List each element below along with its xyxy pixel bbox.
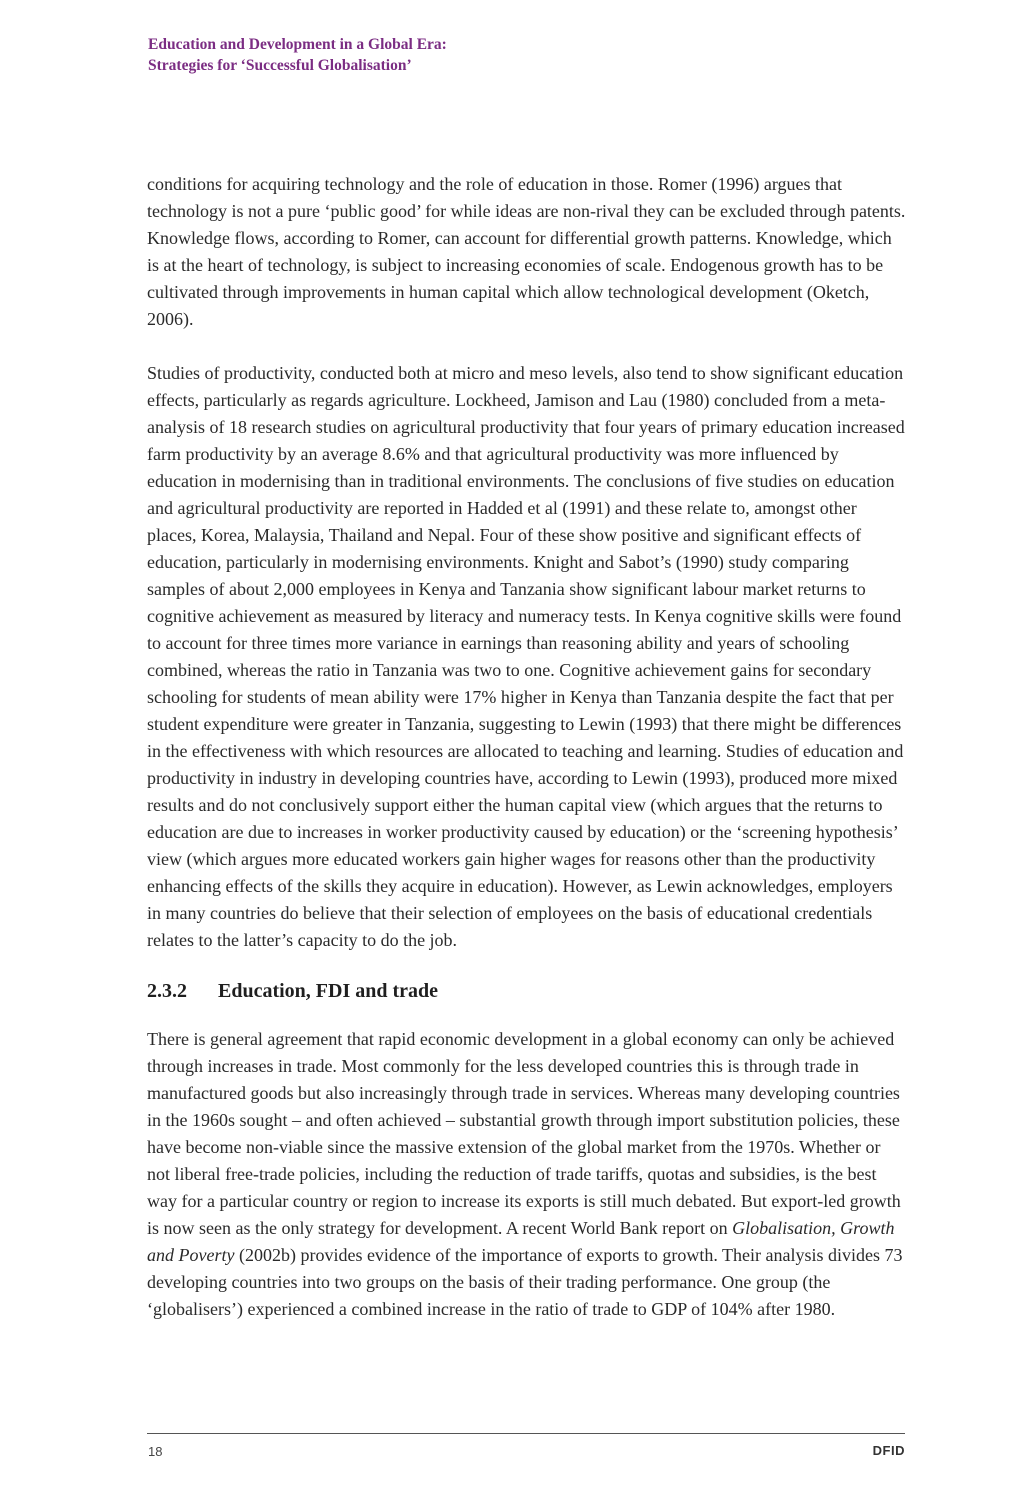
running-header-line-1: Education and Development in a Global Era: [148,36,447,53]
running-header [148,34,848,76]
paragraph-trade-text-after: (2002b) provides evidence of the importance of exports to growth. Their analysis divides 73 developing countries into two groups on the basis of their trading performance. One group (the ‘globalisers’) experienced a combined increase in the ratio of trade to GDP of 104% after 1980. [147,1245,903,1319]
paragraph-productivity: Studies of productivity, conducted both at micro and meso levels, also tend to show significant education effects, particularly as regards agriculture. Lockheed, Jamison and Lau (1980) concluded from a meta-analysis of 18 research studies on agricultural productivity that four years of primary education increased farm productivity by an average 8.6% and that agricultural productivity was more influenced by education in modernising than in traditional environments. The conclusions of five studies on education and agricultural productivity are reported in Hadded et al (1991) and these relate to, amongst other places, Korea, Malaysia, Thailand and Nepal. Four of these show positive and significant effects of education, particularly in modernising environments. Knight and Sabot’s (1990) study comparing samples of about 2,000 employees in Kenya and Tanzania show significant labour market returns to cognitive achievement as measured by literacy and numeracy tests. In Kenya cognitive skills were found to account for three times more variance in earnings than reasoning ability and years of schooling combined, whereas the ratio in Tanzania was two to one. Cognitive achievement gains for secondary schooling for students of mean ability were 17% higher in Kenya than Tanzania despite the fact that per student expenditure were greater in Tanzania, suggesting to Lewin (1993) that there might be differences in the effectiveness with which resources are allocated to teaching and learning. Studies of education and productivity in industry in developing countries have, according to Lewin (1993), produced more mixed results and do not conclusively support either the human capital view (which argues that the returns to education are due to increases in worker productivity caused by education) or the ‘screening hypothesis’ view (which argues more educated workers gain higher wages for reasons other than the productivity enhancing effects of the skills they acquire in education). However, as Lewin acknowledges, employers in many countries do believe that their selection of employees on the basis of educational credentials relates to the latter’s capacity to do the job. [147,363,905,950]
publisher-label: DFID [872,1443,905,1458]
paragraph-trade [147,1026,907,1323]
footer-divider [147,1433,905,1434]
page-number: 18 [148,1444,163,1459]
paragraph-trade-text-before: There is general agreement that rapid economic development in a global economy can only be achieved through increases in trade. Most commonly for the less developed countries this is through trade in manufactured goods but also increasingly through trade in services. Whereas many developing countries in the 1960s sought – and often achieved – substantial growth through import substitution policies, these have become non-viable since the massive extension of the global market from the 1970s. Whether or not liberal free-trade policies, including the reduction of trade tariffs, quotas and subsidies, is the best way for a particular country or region to increase its exports is still much debated. But export-led growth is now seen as the only strategy for development. A recent World Bank report on [147,1029,901,1238]
section-title: Education, FDI and trade [218,980,439,1002]
report-title: Globalisation, Growth and Poverty [147,1218,895,1265]
section-heading [147,976,907,1006]
running-header-line-2: Strategies for ‘Successful Globalisation’ [148,57,412,74]
section-number: 2.3.2 [147,980,187,1002]
page-body [147,171,907,1323]
paragraph-technology: conditions for acquiring technology and the role of education in those. Romer (1996) argues that technology is not a pure ‘public good’ for while ideas are non-rival they can be excluded through patents. Knowledge flows, according to Romer, can account for differential growth patterns. Knowledge, which is at the heart of technology, is subject to increasing economies of scale. Endogenous growth has to be cultivated through improvements in human capital which allow technological development (Oketch, 2006). [147,174,906,329]
